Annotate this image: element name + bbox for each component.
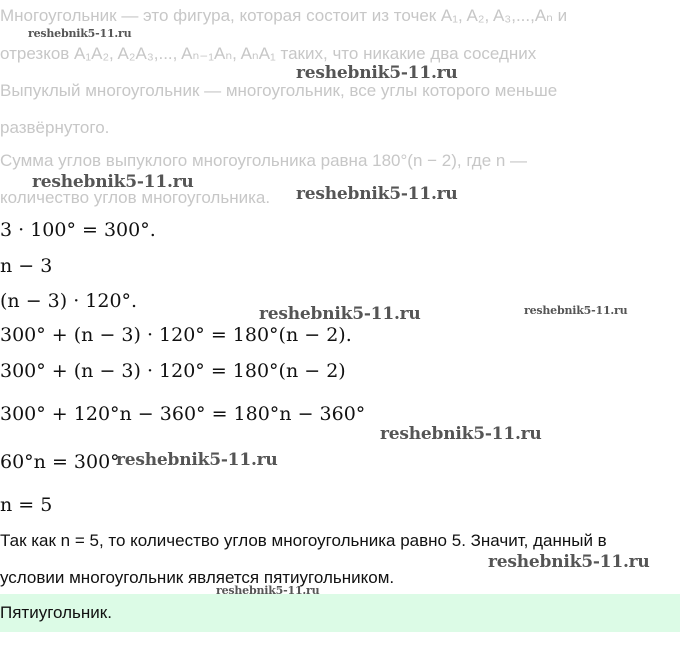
solution-step-5: 300° + (n − 3) · 120° = 180°(n − 2): [0, 360, 346, 382]
watermark-1: reshebnik5-11.ru: [28, 27, 132, 40]
watermark-10: reshebnik5-11.ru: [216, 584, 320, 597]
watermark-4: reshebnik5-11.ru: [296, 184, 458, 204]
watermark-3: reshebnik5-11.ru: [32, 172, 194, 192]
watermark-2: reshebnik5-11.ru: [296, 63, 458, 83]
solution-step-8: n = 5: [0, 494, 53, 516]
conclusion-line-2: условии многоугольник является пятиугольником.: [0, 568, 395, 587]
theory-line-6: количество углов многоугольника.: [0, 188, 271, 207]
answer-text: Пятиугольник.: [0, 603, 112, 622]
watermark-7: reshebnik5-11.ru: [380, 424, 542, 444]
solution-step-3: (n − 3) · 120°.: [0, 290, 138, 312]
watermark-8: reshebnik5-11.ru: [116, 450, 278, 470]
theory-line-3: Выпуклый многоугольник — многоугольник, все углы которого меньше: [0, 81, 558, 100]
solution-step-4: 300° + (n − 3) · 120° = 180°(n − 2).: [0, 324, 352, 346]
solution-step-6: 300° + 120°n − 360° = 180°n − 360°: [0, 403, 366, 425]
solution-step-1: 3 · 100° = 300°.: [0, 219, 156, 241]
watermark-5: reshebnik5-11.ru: [259, 304, 421, 324]
theory-line-5: Сумма углов выпуклого многоугольника равна 180°(n − 2), где n —: [0, 151, 528, 170]
theory-line-1: Многоугольник — это фигура, которая состоит из точек A₁, A₂, A₃,...,Aₙ и: [0, 6, 568, 25]
solution-step-2: n − 3: [0, 255, 53, 277]
conclusion-line-1: Так как n = 5, то количество углов многоугольника равно 5. Значит, данный в: [0, 531, 607, 550]
watermark-6: reshebnik5-11.ru: [524, 304, 628, 317]
answer-box: [0, 594, 680, 632]
watermark-9: reshebnik5-11.ru: [488, 552, 650, 572]
theory-line-4: развёрнутого.: [0, 118, 110, 137]
solution-step-7: 60°n = 300°: [0, 451, 120, 473]
theory-line-2: отрезков A₁A₂, A₂A₃,..., Aₙ₋₁Aₙ, AₙA₁ таких, что никакие два соседних: [0, 44, 537, 63]
